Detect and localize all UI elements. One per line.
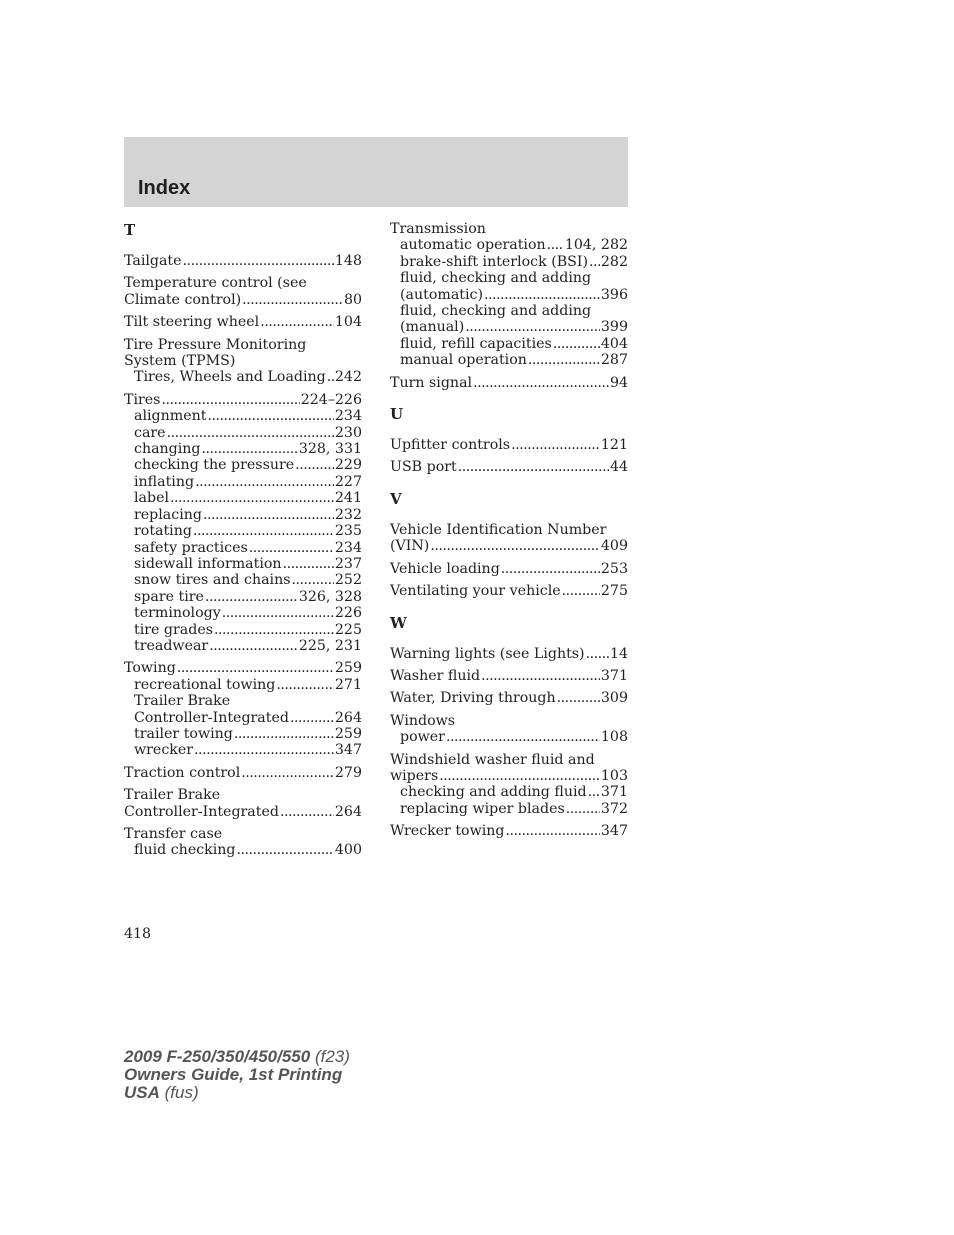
index-line xyxy=(390,690,628,706)
page-reference: 282 xyxy=(600,253,628,270)
page-reference: 241 xyxy=(334,490,362,507)
entry-text: rotating xyxy=(134,523,192,540)
entry-text: Vehicle loading xyxy=(390,560,500,577)
entry-text: Upfitter controls xyxy=(390,437,511,454)
dot-leader xyxy=(241,765,334,781)
entry-text: sidewall information xyxy=(134,555,282,572)
page-reference: 121 xyxy=(600,437,628,454)
dot-leader xyxy=(588,784,600,800)
index-entry xyxy=(390,522,628,555)
dot-leader xyxy=(195,474,334,490)
dot-leader xyxy=(202,441,298,457)
index-subentry xyxy=(390,336,628,352)
index-line xyxy=(124,253,362,269)
page-reference: 253 xyxy=(600,560,628,577)
dot-leader xyxy=(481,668,600,684)
index-line xyxy=(124,392,362,408)
page-reference: 234 xyxy=(334,539,362,556)
entry-text: automatic operation xyxy=(400,237,546,254)
dot-leader xyxy=(203,507,334,523)
dot-leader xyxy=(465,319,600,335)
section-gap xyxy=(390,482,628,490)
index-entry xyxy=(124,392,362,655)
page-reference: 242 xyxy=(334,369,362,386)
index-subentry xyxy=(124,710,362,726)
section-letter: W xyxy=(390,613,407,632)
index-entry xyxy=(124,314,362,330)
footer-edition: Owners Guide, 1st Printing xyxy=(124,1065,343,1084)
index-entry xyxy=(124,826,362,859)
index-subentry xyxy=(124,572,362,588)
footer-line-3 xyxy=(124,1084,350,1102)
index-column-right xyxy=(390,221,628,846)
entry-text: label xyxy=(134,490,170,507)
index-subentry xyxy=(390,319,628,335)
index-line xyxy=(390,459,628,475)
index-subentry xyxy=(124,507,362,523)
page-number: 418 xyxy=(124,926,152,942)
entry-text: Warning lights (see Lights) xyxy=(390,645,585,662)
entry-text: Turn signal xyxy=(390,374,473,391)
entry-text: Washer fluid xyxy=(390,667,481,684)
index-entry xyxy=(390,437,628,453)
entry-text: checking and adding fluid xyxy=(400,784,587,801)
page-reference: 371 xyxy=(600,784,628,801)
index-subentry xyxy=(124,556,362,572)
index-line xyxy=(124,660,362,676)
index-subentry xyxy=(390,254,628,270)
dot-leader xyxy=(177,660,334,676)
index-subentry xyxy=(390,237,628,253)
entry-text: care xyxy=(134,424,166,441)
dot-leader xyxy=(295,457,334,473)
index-entry xyxy=(390,668,628,684)
page-reference: 224–226 xyxy=(300,391,362,408)
index-line xyxy=(390,646,628,662)
index-entry xyxy=(124,765,362,781)
index-line xyxy=(124,337,362,353)
page-reference: 235 xyxy=(334,523,362,540)
index-line xyxy=(390,538,628,554)
footer-model-code: (f23) xyxy=(310,1047,350,1066)
dot-leader xyxy=(194,742,334,758)
dot-leader xyxy=(439,768,600,784)
page-reference: 226 xyxy=(334,605,362,622)
page-reference: 279 xyxy=(334,764,362,781)
entry-text: Trailer Brake xyxy=(134,693,231,710)
entry-text: System (TPMS) xyxy=(124,353,236,370)
entry-text: Windows xyxy=(390,712,456,729)
index-line xyxy=(390,823,628,839)
index-subentry xyxy=(390,784,628,800)
entry-text: Vehicle Identification Number xyxy=(390,521,607,538)
entry-text: Tire Pressure Monitoring xyxy=(124,336,307,353)
dot-leader xyxy=(161,392,299,408)
index-entry xyxy=(390,713,628,746)
section-letter: V xyxy=(390,489,402,508)
dot-leader xyxy=(222,605,334,621)
index-subentry xyxy=(124,693,362,709)
dot-leader xyxy=(327,369,334,385)
dot-leader xyxy=(557,690,600,706)
page-reference: 80 xyxy=(343,291,362,308)
dot-leader xyxy=(283,556,334,572)
page-reference: 104 xyxy=(334,314,362,331)
page-reference: 347 xyxy=(334,742,362,759)
index-line xyxy=(390,583,628,599)
index-subentry xyxy=(124,842,362,858)
entry-text: Tilt steering wheel xyxy=(124,314,260,331)
footer-line-1 xyxy=(124,1048,350,1066)
dot-leader xyxy=(249,540,334,556)
page-reference: 108 xyxy=(600,729,628,746)
index-line xyxy=(124,765,362,781)
entry-text: Trailer Brake xyxy=(124,787,221,804)
index-subentry xyxy=(390,352,628,368)
index-line xyxy=(124,353,362,369)
page-reference: 227 xyxy=(334,473,362,490)
index-subentry xyxy=(124,638,362,654)
dot-leader xyxy=(528,352,600,368)
section-gap xyxy=(390,606,628,614)
index-subentry xyxy=(124,677,362,693)
dot-leader xyxy=(170,490,334,506)
entry-text: alignment xyxy=(134,408,207,425)
page-reference: 14 xyxy=(609,645,628,662)
page-reference: 271 xyxy=(334,676,362,693)
index-subentry xyxy=(124,540,362,556)
page-reference: 44 xyxy=(609,459,628,476)
page-reference: 371 xyxy=(600,667,628,684)
entry-text: Tailgate xyxy=(124,253,182,269)
entry-text: replacing wiper blades xyxy=(400,800,565,817)
index-entry xyxy=(390,690,628,706)
dot-leader xyxy=(566,801,600,817)
page-reference: 232 xyxy=(334,506,362,523)
page-title: Index xyxy=(138,177,191,199)
index-entry xyxy=(390,646,628,662)
index-subentry xyxy=(124,605,362,621)
entry-text: snow tires and chains xyxy=(134,572,291,589)
index-line xyxy=(124,314,362,330)
index-subentry xyxy=(390,801,628,817)
entry-text: Temperature control (see xyxy=(124,275,307,292)
page-reference: 237 xyxy=(334,555,362,572)
dot-leader xyxy=(234,726,334,742)
index-line xyxy=(124,292,362,308)
header-band xyxy=(124,137,628,207)
page-reference: 104, 282 xyxy=(564,237,628,254)
index-subentry xyxy=(124,408,362,424)
index-line xyxy=(390,768,628,784)
entry-text: Tires xyxy=(124,391,161,408)
page-reference: 148 xyxy=(334,253,362,269)
dot-leader xyxy=(276,677,334,693)
dot-leader xyxy=(207,408,333,424)
footer-market: USA xyxy=(124,1083,160,1102)
page-reference: 252 xyxy=(334,572,362,589)
entry-text: safety practices xyxy=(134,539,248,556)
page-reference: 396 xyxy=(600,286,628,303)
entry-text: Climate control) xyxy=(124,291,242,308)
dot-leader xyxy=(205,589,298,605)
dot-leader xyxy=(242,292,343,308)
index-subentry xyxy=(124,474,362,490)
page-reference: 234 xyxy=(334,408,362,425)
entry-text: (manual) xyxy=(400,319,465,336)
entry-text: Windshield washer fluid and xyxy=(390,751,595,768)
page-reference: 230 xyxy=(334,424,362,441)
index-line xyxy=(390,713,628,729)
index-subentry xyxy=(124,425,362,441)
page-reference: 264 xyxy=(334,709,362,726)
index-entry xyxy=(124,660,362,758)
page-reference: 400 xyxy=(334,842,362,859)
footer xyxy=(124,1048,350,1102)
index-entry xyxy=(390,561,628,577)
entry-text: Water, Driving through xyxy=(390,690,556,707)
footer-model: 2009 F-250/350/450/550 xyxy=(124,1047,311,1066)
index-entry xyxy=(124,253,362,269)
entry-text: Towing xyxy=(124,660,176,677)
section-gap xyxy=(390,397,628,405)
dot-leader xyxy=(260,314,334,330)
entry-text: Controller-Integrated xyxy=(124,803,279,820)
index-subentry xyxy=(390,729,628,745)
entry-text: changing xyxy=(134,441,201,458)
index-line xyxy=(124,826,362,842)
dot-leader xyxy=(290,710,334,726)
page-reference: 225 xyxy=(334,621,362,638)
entry-text: Controller-Integrated xyxy=(134,709,289,726)
index-subentry xyxy=(124,742,362,758)
page-reference: 404 xyxy=(600,335,628,352)
entry-text: fluid checking xyxy=(134,842,236,859)
entry-text: replacing xyxy=(134,506,202,523)
index-line xyxy=(390,437,628,453)
entry-text: Transmission xyxy=(390,221,486,237)
page-reference: 103 xyxy=(600,767,628,784)
index-line xyxy=(390,375,628,391)
entry-text: (VIN) xyxy=(390,538,430,555)
index-entry xyxy=(390,823,628,839)
index-entry xyxy=(124,787,362,820)
index-subentry xyxy=(124,490,362,506)
dot-leader xyxy=(562,583,600,599)
page-reference: 287 xyxy=(600,352,628,369)
dot-leader xyxy=(511,437,600,453)
entry-text: treadwear xyxy=(134,637,209,654)
page-reference: 264 xyxy=(334,803,362,820)
index-subentry xyxy=(390,270,628,286)
dot-leader xyxy=(280,804,334,820)
dot-leader xyxy=(193,523,334,539)
index-entry xyxy=(390,459,628,475)
entry-text: checking the pressure xyxy=(134,457,295,474)
page-reference: 347 xyxy=(600,823,628,840)
entry-text: brake-shift interlock (BSI) xyxy=(400,253,589,270)
entry-text: inflating xyxy=(134,473,195,490)
entry-text: Transfer case xyxy=(124,826,223,842)
dot-leader xyxy=(589,254,600,270)
index-entry xyxy=(390,583,628,599)
index-line xyxy=(390,561,628,577)
page-reference: 409 xyxy=(600,538,628,555)
section-letter: T xyxy=(124,221,136,239)
dot-leader xyxy=(167,425,334,441)
dot-leader xyxy=(430,538,600,554)
index-subentry xyxy=(124,589,362,605)
section-letter: U xyxy=(390,405,404,424)
page-reference: 225, 231 xyxy=(298,637,362,654)
dot-leader xyxy=(214,622,334,638)
index-subentry xyxy=(124,726,362,742)
dot-leader xyxy=(473,375,609,391)
dot-leader xyxy=(506,823,600,839)
page-reference: 259 xyxy=(334,725,362,742)
index-subentry xyxy=(390,287,628,303)
dot-leader xyxy=(553,336,600,352)
dot-leader xyxy=(586,646,609,662)
entry-text: wrecker xyxy=(134,742,194,759)
index-entry xyxy=(124,337,362,386)
entry-text: Tires, Wheels and Loading xyxy=(134,369,326,386)
page-reference: 275 xyxy=(600,583,628,600)
entry-text: spare tire xyxy=(134,588,204,605)
entry-text: fluid, checking and adding xyxy=(400,270,592,287)
index-line xyxy=(390,668,628,684)
index-line xyxy=(124,275,362,291)
page-reference: 259 xyxy=(334,660,362,677)
index-line xyxy=(390,522,628,538)
index-subentry xyxy=(124,523,362,539)
entry-text: terminology xyxy=(134,605,221,622)
entry-text: trailer towing xyxy=(134,725,233,742)
dot-leader xyxy=(446,729,600,745)
page-reference: 328, 331 xyxy=(298,441,362,458)
index-line xyxy=(390,221,628,237)
entry-text: USB port xyxy=(390,459,457,476)
footer-market-code: (fus) xyxy=(159,1083,199,1102)
page-reference: 94 xyxy=(609,374,628,391)
page-reference: 372 xyxy=(600,800,628,817)
page-reference: 399 xyxy=(600,319,628,336)
dot-leader xyxy=(209,638,298,654)
entry-text: Traction control xyxy=(124,764,241,781)
entry-text: fluid, refill capacities xyxy=(400,335,552,352)
footer-line-2 xyxy=(124,1066,350,1084)
entry-text: power xyxy=(400,729,445,746)
page-reference: 229 xyxy=(334,457,362,474)
dot-leader xyxy=(183,253,334,269)
dot-leader xyxy=(547,237,564,253)
dot-leader xyxy=(292,572,334,588)
dot-leader xyxy=(484,287,600,303)
dot-leader xyxy=(458,459,609,475)
entry-text: Wrecker towing xyxy=(390,823,505,840)
index-subentry xyxy=(124,457,362,473)
entry-text: wipers xyxy=(390,767,439,784)
index-subentry xyxy=(124,369,362,385)
dot-leader xyxy=(237,842,334,858)
dot-leader xyxy=(501,561,600,577)
index-subentry xyxy=(390,303,628,319)
page-reference: 326, 328 xyxy=(298,588,362,605)
index-entry xyxy=(390,752,628,818)
index-column-left xyxy=(124,221,362,865)
entry-text: recreational towing xyxy=(134,676,276,693)
index-line xyxy=(124,804,362,820)
entry-text: manual operation xyxy=(400,352,527,369)
index-subentry xyxy=(124,441,362,457)
index-entry xyxy=(390,221,628,369)
index-subentry xyxy=(124,622,362,638)
index-entry xyxy=(124,275,362,308)
entry-text: fluid, checking and adding xyxy=(400,303,592,320)
index-line xyxy=(390,752,628,768)
entry-text: tire grades xyxy=(134,621,214,638)
entry-text: Ventilating your vehicle xyxy=(390,583,561,600)
index-entry xyxy=(390,375,628,391)
page-reference: 309 xyxy=(600,690,628,707)
entry-text: (automatic) xyxy=(400,286,484,303)
index-line xyxy=(124,787,362,803)
